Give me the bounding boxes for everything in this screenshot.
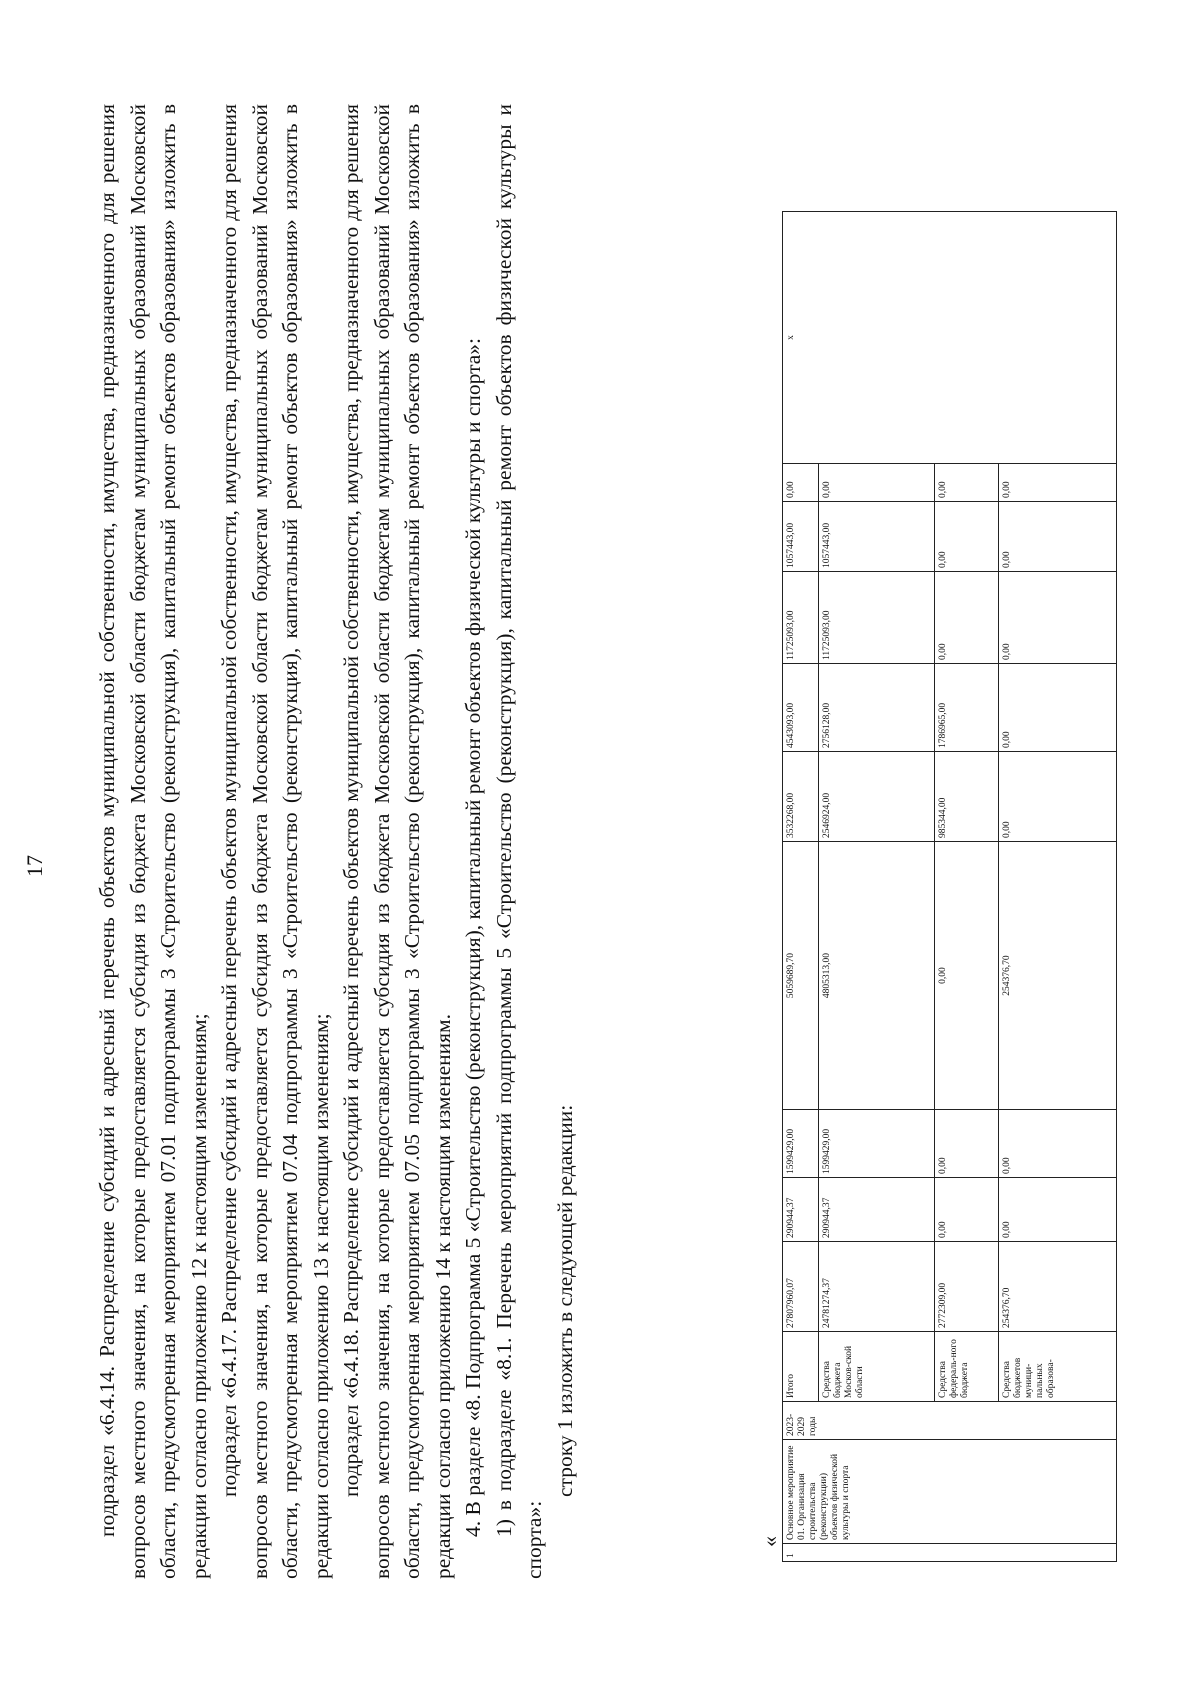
funding-source: Средства федераль-ного бюджета [935,1332,999,1402]
cell-total: 2772309,00 [935,1242,999,1332]
funding-source: Итого [783,1332,819,1402]
cell-2029: 0,00 [935,502,999,572]
event-name: Основное мероприятие 01. Организация строительства (реконструкции) объектов физической культуры и спорта [783,1440,1117,1544]
page-number: 17 [22,855,47,877]
cell-2026: 985344,00 [935,752,999,842]
cell-2024: 1599429,00 [819,1110,935,1178]
cell-2028: 0,00 [935,572,999,664]
funding-source: Средства бюджета Москов-ской области [819,1332,935,1402]
paragraph: подраздел «6.4.17. Распределение субсидий и адресный перечень объектов муниципальной собственности, имущества, предназначенного для решения вопросов местного значения, на которые предоставляется субсидия из бюджета Московской области бюджетам муниципальных образований Московской области, предусмотренная мероприятием 07.04 подпрограммы 3 «Строительство (реконструкция), капитальный ремонт объектов образования» изложить в редакции согласно приложению 13 к настоящим изменениям; [217,104,333,1579]
table-row [783,212,819,1562]
cell-2027: 1786965,00 [935,664,999,752]
cell-2024: 0,00 [999,1110,1117,1178]
body-text [92,104,580,1579]
cell-total: 27807960,07 [783,1242,819,1332]
cell-total: 254376,70 [999,1242,1117,1332]
cell-2029: 1057443,00 [819,502,935,572]
funding-source: Средства бюджетов муници-пальных образова- [999,1332,1117,1402]
cell-2026: 2546924,00 [819,752,935,842]
paragraph: строку 1 изложить в следующей редакции: [552,1104,577,1497]
cell-2028: 0,00 [999,572,1117,664]
cell-2025: 5059689,70 [783,842,819,1110]
cell-2027: 0,00 [999,664,1117,752]
cell-2023: 0,00 [999,1178,1117,1242]
cell-2028: 11725093,00 [783,572,819,664]
paragraph: 4. В разделе «8. Подпрограмма 5 «Строительство (реконструкция), капитальный ремонт объектов физической культуры и спорта»: [461,337,485,1537]
cell-2023: 290944,37 [819,1178,935,1242]
cell-2026: 0,00 [999,752,1117,842]
cell-total: 24781274,37 [819,1242,935,1332]
cell-extra: 0,00 [999,464,1117,502]
cell-2024: 0,00 [935,1110,999,1178]
cell-2023: 290944,37 [783,1178,819,1242]
paragraph: подраздел «6.4.14. Распределение субсидий и адресный перечень объектов муниципальной собственности, имущества, предназначенного для решения вопросов местного значения, на которые предоставляется субсидия из бюджета Московской области бюджетам муниципальных образований Московской области, предусмотренная мероприятием 07.01 подпрограммы 3 «Строительство (реконструкция), капитальный ремонт объектов образования» изложить в редакции согласно приложению 12 к настоящим изменениям; [95,104,211,1579]
paragraph: 1) в подразделе «8.1. Перечень мероприятий подпрограммы 5 «Строительство (реконструкция), капитальный ремонт объектов физической культуры и спорта»: [491,104,546,1579]
cell-2026: 3532268,00 [783,752,819,842]
events-table [782,211,1117,1562]
cell-extra: 0,00 [783,464,819,502]
period: 2023-2029 годы [783,1402,1117,1440]
cell-2025: 4805313,00 [819,842,935,1110]
cell-2027: 4543093,00 [783,664,819,752]
paragraph: подраздел «6.4.18. Распределение субсидий и адресный перечень объектов муниципальной собственности, имущества, предназначенного для решения вопросов местного значения, на которые предоставляется субсидия из бюджета Московской области бюджетам муниципальных образований Московской области, предусмотренная мероприятием 07.05 подпрограммы 3 «Строительство (реконструкция), капитальный ремонт объектов образования» изложить в редакции согласно приложению 14 к настоящим изменениям. [339,104,455,1579]
cell-2023: 0,00 [935,1178,999,1242]
cell-extra: 0,00 [819,464,935,502]
cell-2028: 11725093,00 [819,572,935,664]
cell-2029: 1057443,00 [783,502,819,572]
row-number: 1 [783,1544,1117,1562]
cell-2025: 0,00 [935,842,999,1110]
last-column: х [783,212,1117,464]
opening-quote: « [757,1536,782,1547]
cell-2027: 2756128,00 [819,664,935,752]
cell-extra: 0,00 [935,464,999,502]
cell-2025: 254376,70 [999,842,1117,1110]
cell-2024: 1599429,00 [783,1110,819,1178]
cell-2029: 0,00 [999,502,1117,572]
